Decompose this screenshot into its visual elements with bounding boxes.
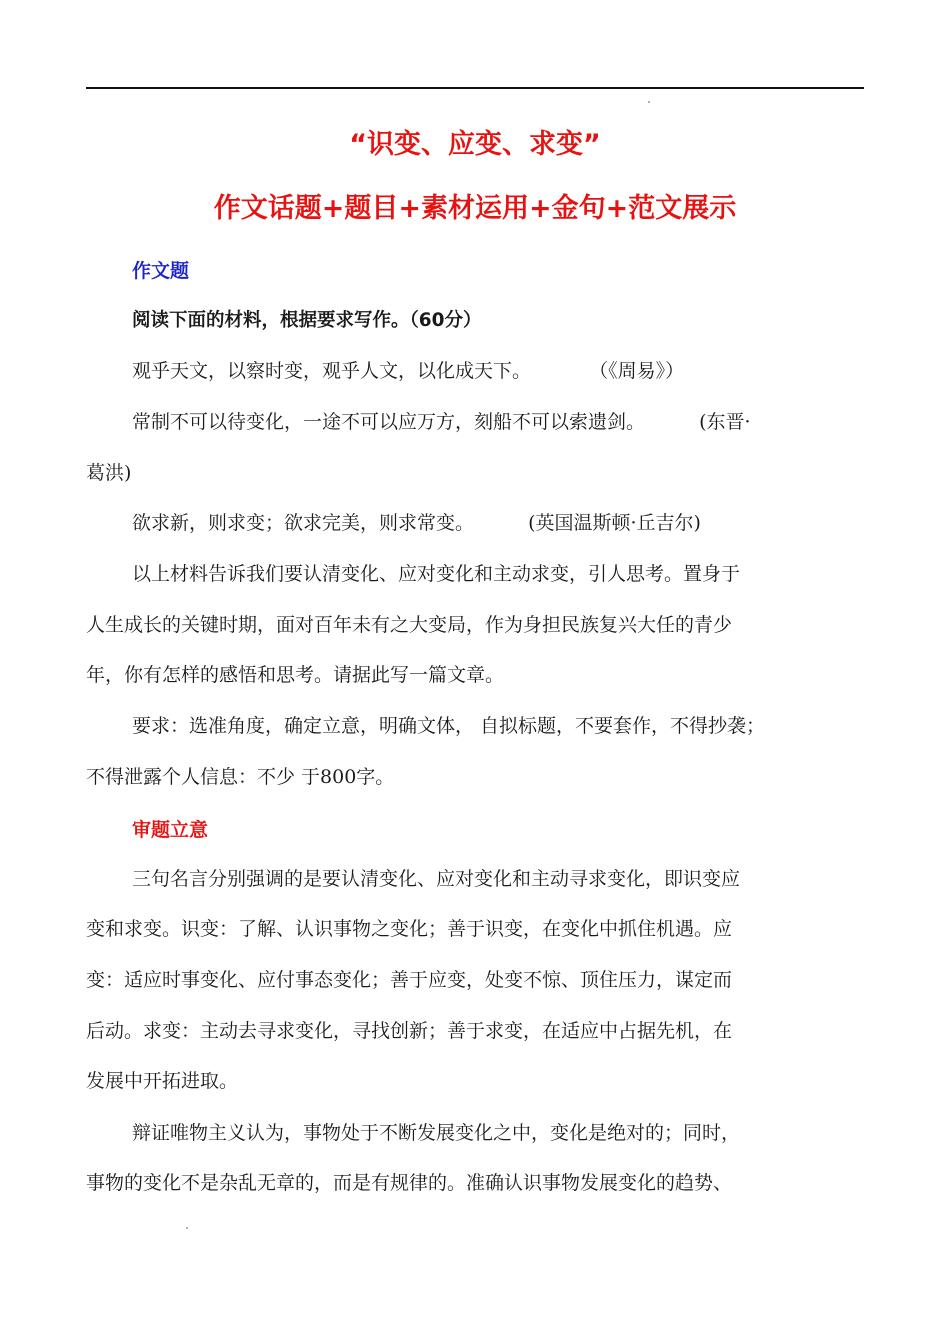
analysis-line: 变和求变。识变：了解、认识事物之变化；善于识变，在变化中抓住机遇。应 <box>86 918 733 940</box>
analysis-line: 后动。求变：主动去寻求变化，寻找创新；善于求变，在适应中占据先机，在 <box>86 1020 733 1042</box>
speck-mark <box>186 1227 188 1229</box>
subtitle: 作文话题+题目+素材运用+金句+范文展示 <box>213 193 737 224</box>
header-rule <box>86 87 864 89</box>
quote-3-source: (英国温斯顿·丘吉尔) <box>528 512 701 534</box>
quote-2-source: (东晋· <box>699 411 751 433</box>
section-heading-essay-topic: 作文题 <box>132 260 190 282</box>
section-heading-analysis: 审题立意 <box>132 819 209 841</box>
quote-1-text: 观乎天文，以察时变，观乎人文，以化成天下。 <box>132 360 532 382</box>
analysis-line: 变：适应时事变化、应付事态变化；善于应变，处变不惊、顶住压力，谋定而 <box>86 969 733 991</box>
quote-3 <box>132 510 701 536</box>
requirement-line: 不得泄露个人信息：不少 于800字。 <box>86 766 395 788</box>
analysis-line: 发展中开拓进取。 <box>86 1070 239 1092</box>
analysis-line: 辩证唯物主义认为，事物处于不断发展变化之中，变化是绝对的；同时， <box>132 1122 741 1144</box>
main-title: “识变、应变、求变” <box>349 129 601 160</box>
analysis-line: 三句名言分别强调的是要认清变化、应对变化和主动寻求变化，即识变应 <box>132 868 741 890</box>
quote-2-text: 常制不可以待变化，一途不可以应万方，刻船不可以索遗剑。 <box>132 411 646 433</box>
quote-2 <box>132 409 751 435</box>
quote-1-source: （《周易》） <box>589 360 685 382</box>
prompt-line: 年，你有怎样的感悟和思考。请据此写一篇文章。 <box>86 664 505 686</box>
requirement-line: 要求：选准角度，确定立意，明确文体， 自拟标题，不要套作，不得抄袭； <box>132 715 766 737</box>
prompt-line: 以上材料告诉我们要认清变化、应对变化和主动求变，引人思考。置身于 <box>132 563 741 585</box>
prompt-line: 人生成长的关键时期，面对百年未有之大变局，作为身担民族复兴大任的青少 <box>86 614 733 636</box>
instruction-line: 阅读下面的材料，根据要求写作。（60分） <box>132 310 482 331</box>
analysis-line: 事物的变化不是杂乱无章的，而是有规律的。准确认识事物发展变化的趋势、 <box>86 1172 733 1194</box>
quote-1 <box>132 358 684 384</box>
quote-3-text: 欲求新，则求变；欲求完美，则求常变。 <box>132 512 475 534</box>
quote-2-source-cont: 葛洪) <box>86 462 132 484</box>
speck-mark <box>648 101 650 103</box>
